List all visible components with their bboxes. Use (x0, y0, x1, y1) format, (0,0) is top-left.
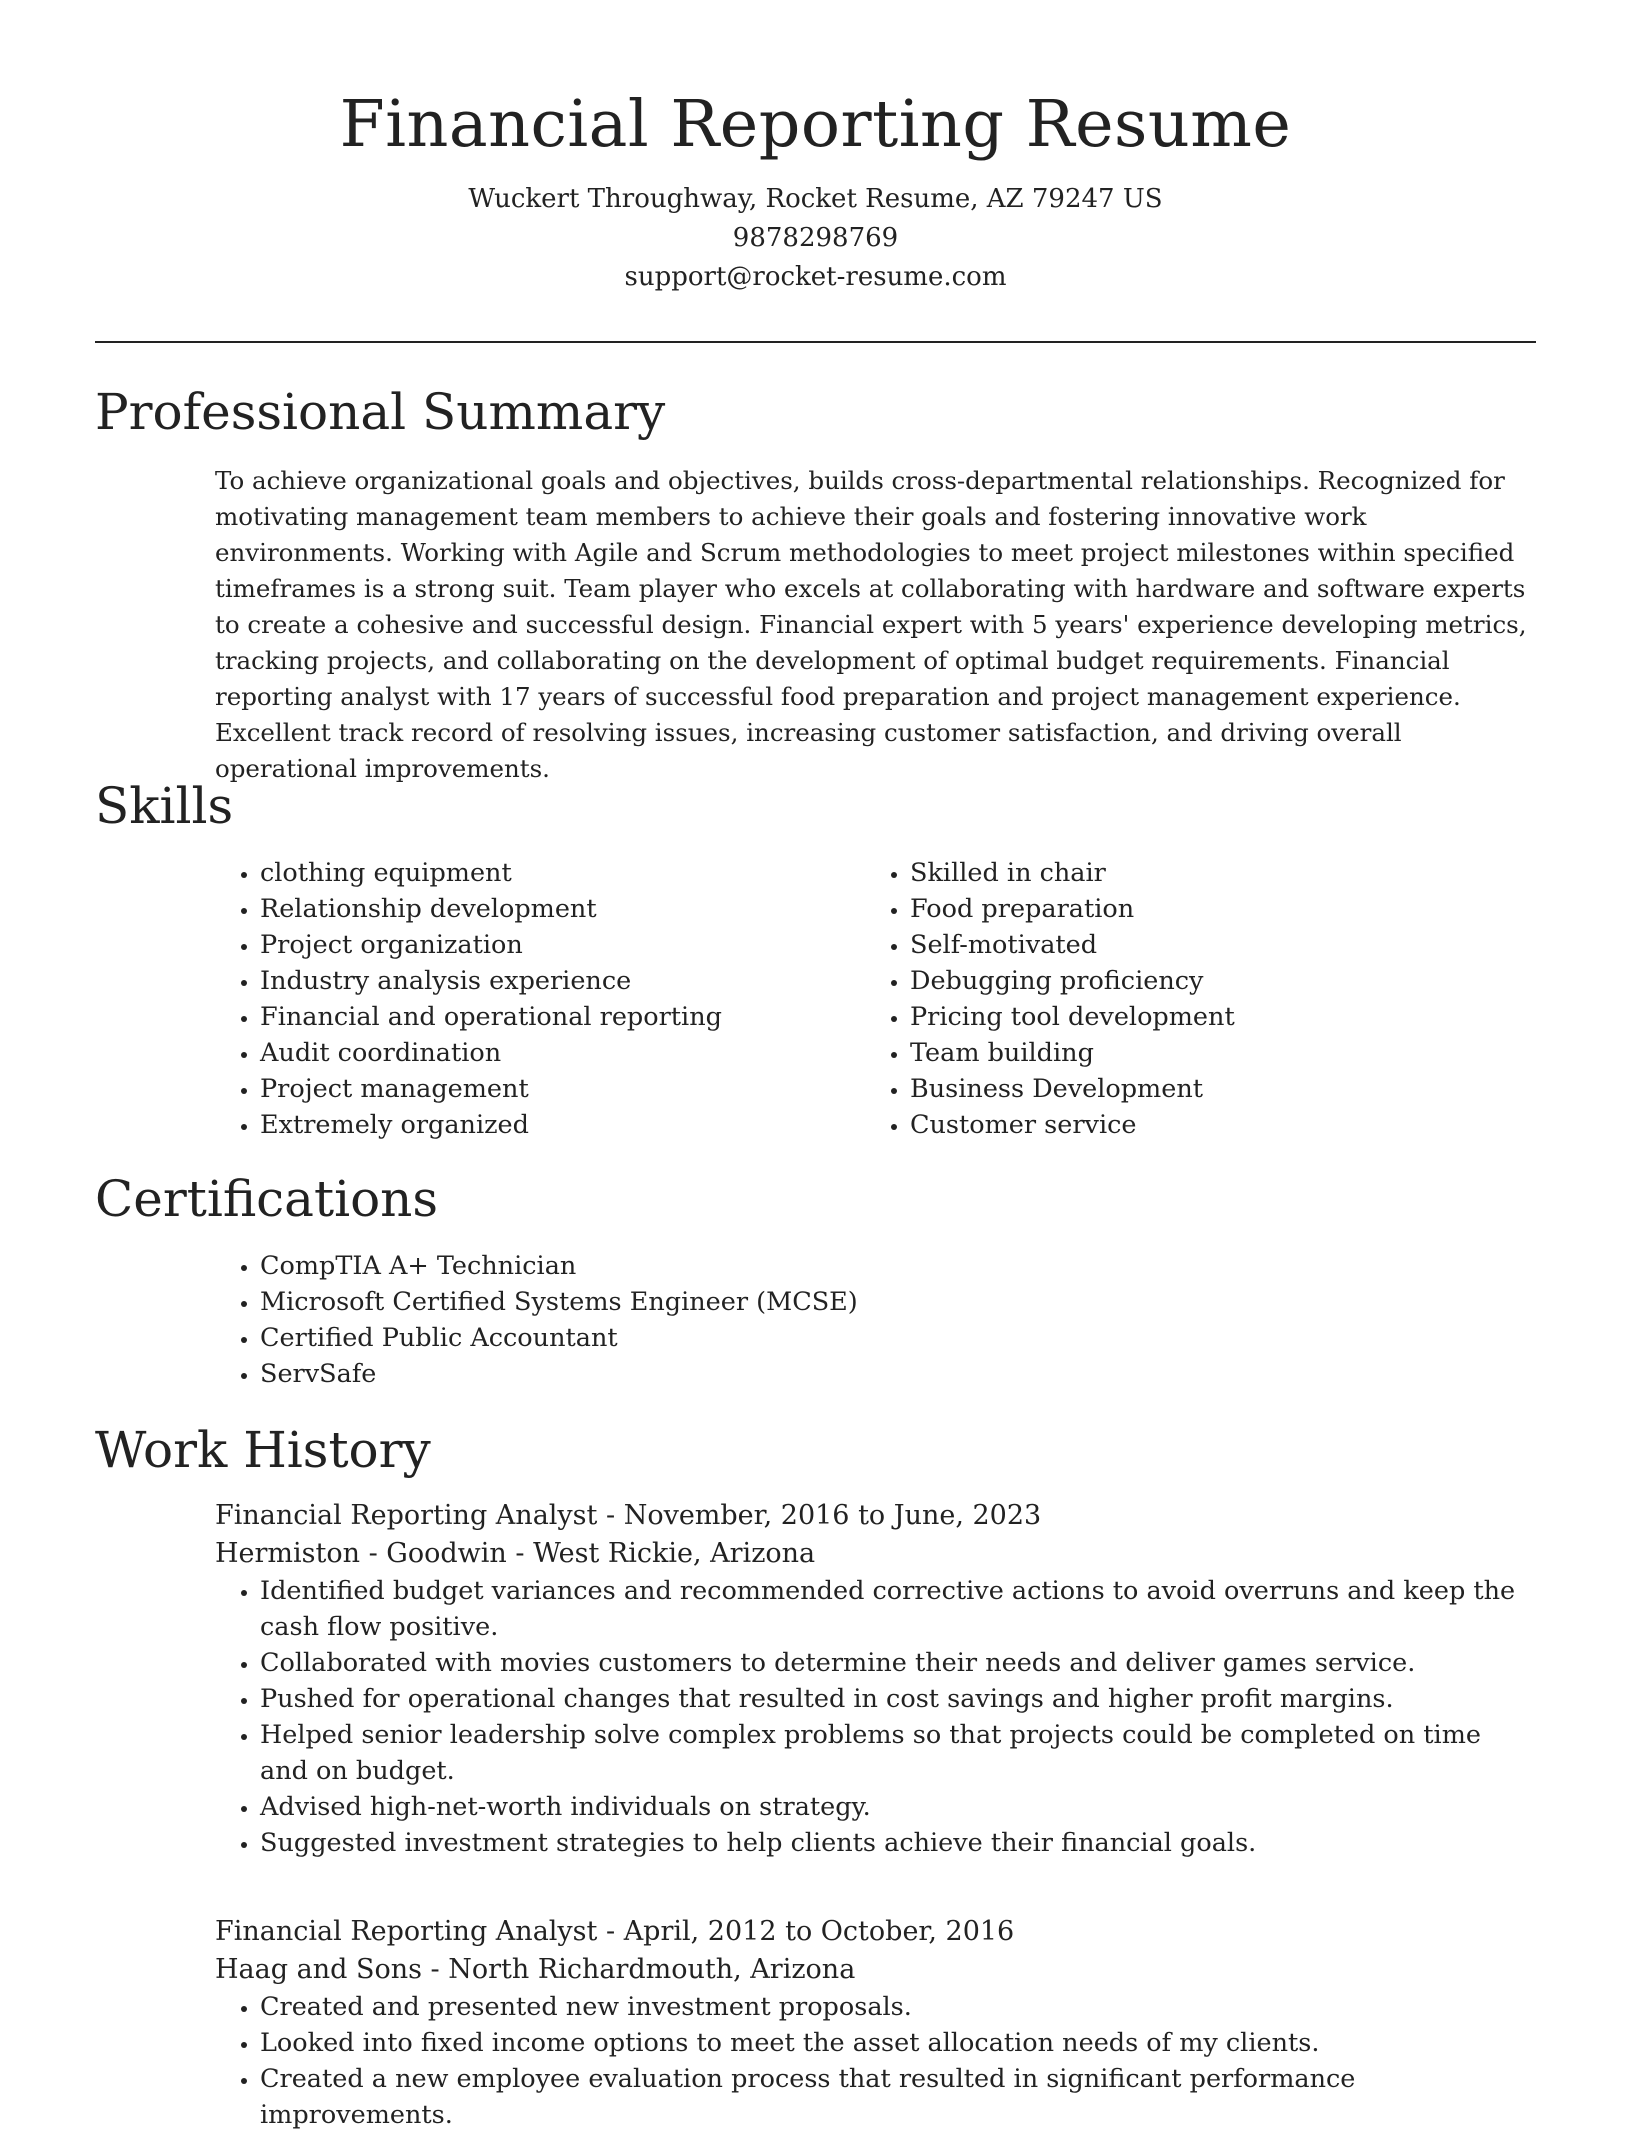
job-duty: • Looked into fixed income options to meet the asset allocation needs of my clients. (260, 2025, 1536, 2061)
job-entry (215, 1497, 1536, 1861)
summary-text: To achieve organizational goals and objectives, builds cross-departmental relationships. Recognized for motivating management team members to achieve their goals and fostering innovative work environments. Working with Agile and Scrum methodologies to meet project milestones within specified timeframes is a strong suit. Team player who excels at collaborating with hardware and software experts to create a cohesive and successful design. Financial expert with 5 years' experience developing metrics, tracking projects, and collaborating on the development of optimal budget requirements. Financial reporting analyst with 17 years of successful food preparation and project management experience. Excellent track record of resolving issues, increasing customer satisfaction, and driving overall operational improvements. (215, 466, 1527, 783)
skill-item: • Extremely organized (260, 1107, 845, 1143)
email: support@rocket-resume.com (624, 262, 1007, 292)
work-history-heading: Work History (95, 1421, 431, 1479)
phone: 9878298769 (732, 223, 899, 253)
skills-column-right (865, 855, 1465, 1143)
job-dates: April, 2012 to October, 2016 (623, 1916, 1015, 1947)
job-duty: • Collaborated with movies customers to determine their needs and deliver games service. (260, 1645, 1536, 1681)
certifications-heading: Certifications (95, 1170, 439, 1228)
resume-header (95, 80, 1536, 297)
skill-item: • clothing equipment (260, 855, 845, 891)
skill-item: • Food preparation (910, 891, 1465, 927)
job-duty: • Helped senior leadership solve complex problems so that projects could be completed on time and on budget. (260, 1717, 1536, 1789)
skills-column-left (215, 855, 845, 1143)
certifications-block (215, 1248, 1536, 1392)
job-duty: • Created a new employee evaluation process that resulted in significant performance improvements. (260, 2061, 1536, 2133)
skill-item: • Team building (910, 1035, 1465, 1071)
job-role: Financial Reporting Analyst (215, 1916, 598, 1947)
certifications-list (215, 1248, 1536, 1392)
skill-item: • Customer service (910, 1107, 1465, 1143)
skills-list-right (865, 855, 1465, 1143)
job-entry (215, 1913, 1536, 2133)
resume-title: Financial Reporting Resume (339, 87, 1292, 162)
job-title-line: Financial Reporting Analyst - April, 2012 to October, 2016 (215, 1916, 1015, 1947)
job-title-line: Financial Reporting Analyst - November, 2016 to June, 2023 (215, 1500, 1042, 1531)
job-location: West Rickie, Arizona (533, 1538, 816, 1569)
certification-item: • Microsoft Certified Systems Engineer (MCSE) (260, 1284, 1536, 1320)
job-company-line: Haag and Sons - North Richardmouth, Arizona (215, 1954, 856, 1985)
job-company: Hermiston - Goodwin (215, 1538, 507, 1569)
job-duty: • Created and presented new investment proposals. (260, 1989, 1536, 2025)
job-duties-list (215, 1989, 1536, 2133)
certification-item: • Certified Public Accountant (260, 1320, 1536, 1356)
skill-item: • Industry analysis experience (260, 963, 845, 999)
job-location: North Richardmouth, Arizona (448, 1954, 856, 1985)
job-dates: November, 2016 to June, 2023 (623, 1500, 1042, 1531)
job-duty: • Advised high-net-worth individuals on strategy. (260, 1789, 1536, 1825)
job-duty: • Identified budget variances and recommended corrective actions to avoid overruns and keep the cash flow positive. (260, 1573, 1536, 1645)
skill-item: • Skilled in chair (910, 855, 1465, 891)
job-duties-list (215, 1573, 1536, 1861)
skill-item: • Project organization (260, 927, 845, 963)
skill-item: • Business Development (910, 1071, 1465, 1107)
skill-item: • Audit coordination (260, 1035, 845, 1071)
skill-item: • Pricing tool development (910, 999, 1465, 1035)
certification-item: • CompTIA A+ Technician (260, 1248, 1536, 1284)
skill-item: • Relationship development (260, 891, 845, 927)
job-role: Financial Reporting Analyst (215, 1500, 598, 1531)
address: Wuckert Throughway, Rocket Resume, AZ 79247 US (468, 184, 1163, 214)
job-company: Haag and Sons (215, 1954, 422, 1985)
skill-item: • Debugging proficiency (910, 963, 1465, 999)
skill-item: • Project management (260, 1071, 845, 1107)
skills-heading: Skills (95, 777, 234, 835)
skill-item: • Self-motivated (910, 927, 1465, 963)
job-duty: • Suggested investment strategies to help clients achieve their financial goals. (260, 1825, 1536, 1861)
skills-list-left (215, 855, 845, 1143)
contact-block (95, 180, 1536, 297)
summary-heading: Professional Summary (95, 383, 666, 441)
job-duty: • Pushed for operational changes that resulted in cost savings and higher profit margins. (260, 1681, 1536, 1717)
header-divider (95, 341, 1536, 343)
certification-item: • ServSafe (260, 1356, 1536, 1392)
job-company-line: Hermiston - Goodwin - West Rickie, Arizona (215, 1538, 816, 1569)
skill-item: • Financial and operational reporting (260, 999, 845, 1035)
